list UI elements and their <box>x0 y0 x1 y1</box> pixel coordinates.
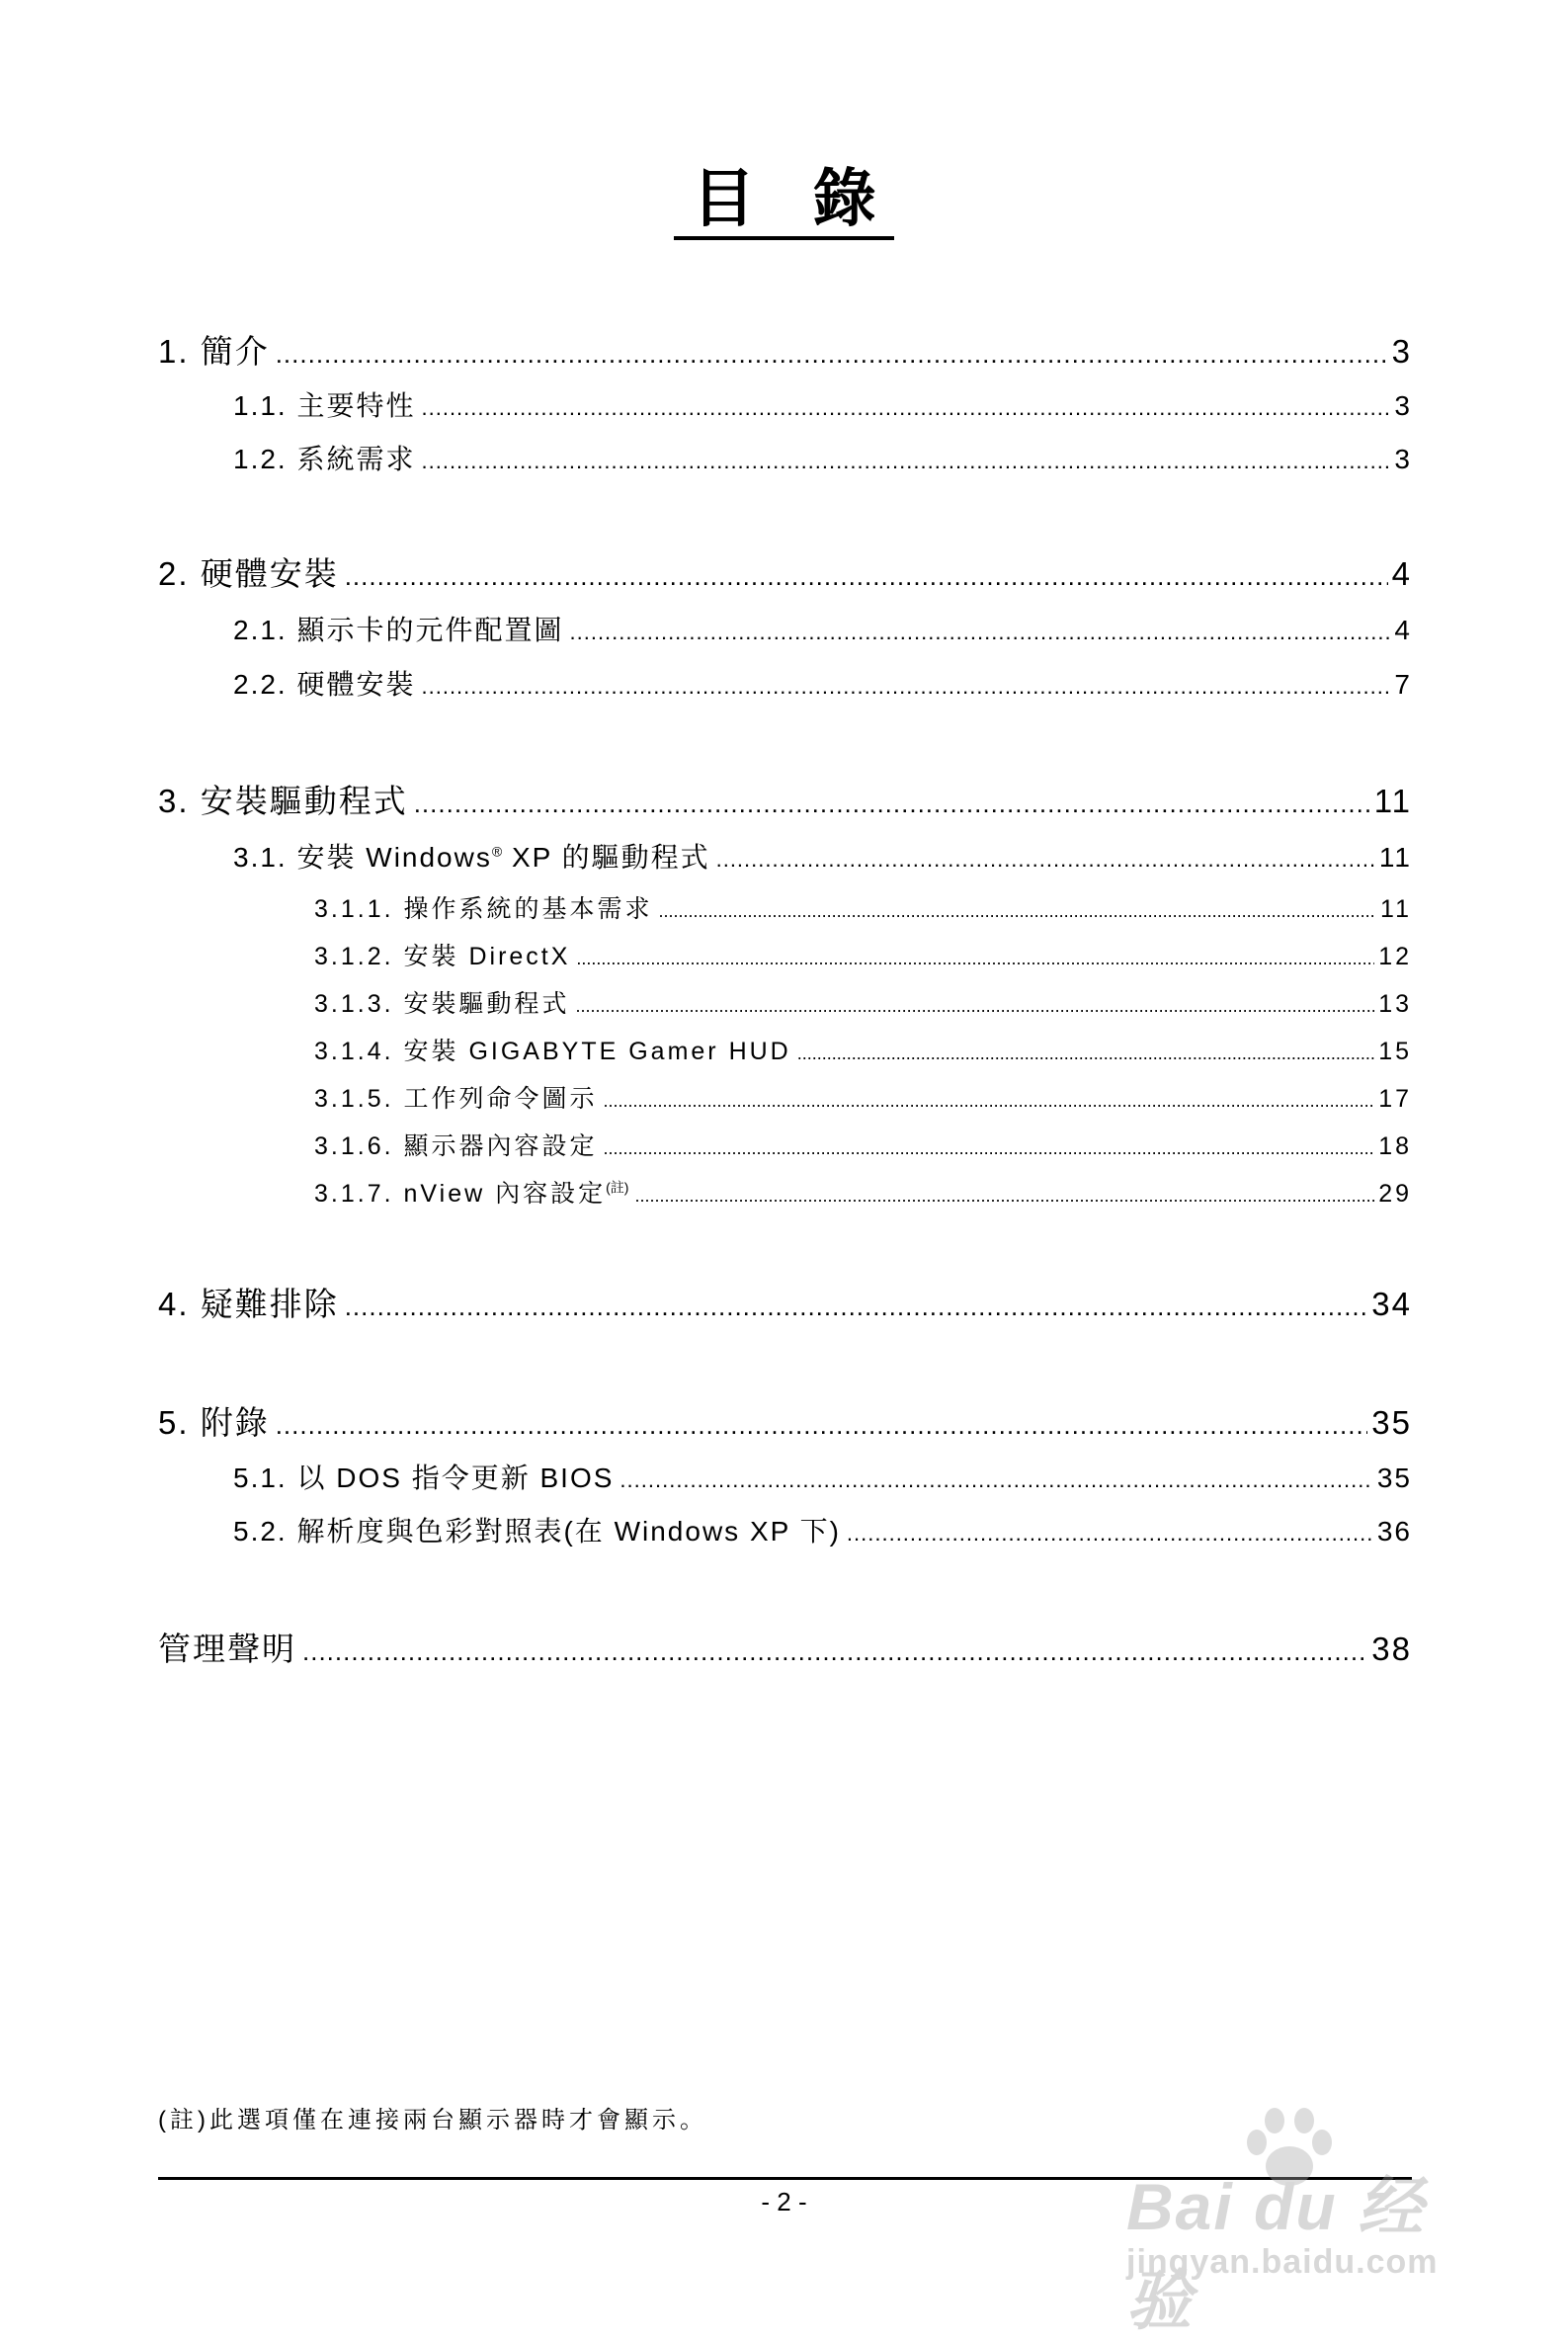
toc-entry-label: 工作列命令圖示 <box>403 1085 598 1113</box>
dot-leader <box>659 901 1377 922</box>
page-number: - 2 - <box>761 2187 807 2217</box>
toc-entry-page: 4 <box>1391 555 1412 592</box>
toc-entry-number: 5.1. <box>233 1463 288 1493</box>
toc-entry-number: 3.1.7. <box>314 1180 394 1208</box>
toc-entry-label: 硬體安裝 <box>200 555 339 592</box>
dot-leader <box>716 847 1375 873</box>
toc-entry-label: 以 DOS 指令更新 BIOS <box>296 1463 615 1493</box>
dot-leader <box>619 1467 1372 1493</box>
toc-entry-2-2[interactable] <box>233 663 1412 703</box>
toc-entry-number: 5. <box>158 1404 190 1441</box>
dot-leader <box>847 1521 1373 1547</box>
dot-leader <box>576 996 1375 1017</box>
dot-leader <box>422 449 1391 474</box>
baidu-jingyan-watermark <box>1126 2105 1482 2337</box>
toc-entry-number: 3.1.3. <box>314 990 394 1018</box>
toc-entry-3-1-5[interactable] <box>314 1079 1412 1115</box>
toc-entry-page: 3 <box>1394 390 1412 421</box>
toc-entry-4[interactable] <box>158 1279 1412 1325</box>
dot-leader <box>422 674 1391 700</box>
toc-entry-number: 2. <box>158 555 190 592</box>
toc-entry-3-1-3[interactable] <box>314 984 1412 1020</box>
toc-entry-label: 安裝驅動程式 <box>403 990 570 1018</box>
toc-entry-3-1-6[interactable] <box>314 1127 1412 1162</box>
toc-entry-number: 2.2. <box>233 669 288 700</box>
toc-entry-3-1-1[interactable] <box>314 889 1412 925</box>
toc-entry-page: 3 <box>1394 444 1412 474</box>
toc-entry-label: 顯示器內容設定 <box>403 1132 598 1160</box>
toc-entry-page: 12 <box>1378 943 1412 970</box>
toc-entry-page: 34 <box>1371 1286 1412 1322</box>
footnote: (註)此選項僅在連接兩台顯示器時才會顯示。 <box>158 2107 707 2133</box>
toc-entry-label: 附錄 <box>200 1404 270 1441</box>
toc-entry-number: 3. <box>158 783 190 819</box>
dot-leader <box>345 561 1388 592</box>
toc-entry-page: 18 <box>1378 1132 1412 1160</box>
toc-entry-label: 硬體安裝 <box>296 669 416 700</box>
toc-entry-5[interactable] <box>158 1397 1412 1444</box>
toc-entry-number: 1.1. <box>233 390 288 421</box>
toc-entry-3-1-7[interactable] <box>314 1174 1412 1210</box>
toc-entry-label: 安裝 GIGABYTE Gamer HUD <box>403 1038 791 1065</box>
dot-leader <box>634 1186 1374 1207</box>
toc-entry-page: 35 <box>1376 1463 1412 1493</box>
toc-entry-page: 29 <box>1378 1180 1412 1208</box>
toc-entry-label-pre: 安裝 Windows <box>296 842 492 873</box>
page-title-text: 目 錄 <box>674 165 893 240</box>
toc-entry-page: 15 <box>1378 1038 1412 1065</box>
toc-entry-page: 4 <box>1394 615 1412 645</box>
toc-entry-number: 5.2. <box>233 1516 288 1547</box>
dot-leader <box>576 949 1374 969</box>
dot-leader <box>276 1410 1368 1441</box>
registered-mark: ® <box>491 843 503 860</box>
toc-entry-number: 3.1.4. <box>314 1038 394 1065</box>
toc-entry-3-1-2[interactable] <box>314 937 1412 972</box>
toc-entry-label: 主要特性 <box>296 390 416 421</box>
toc-entry-regulatory[interactable] <box>158 1624 1412 1670</box>
toc-entry-label: 簡介 <box>200 333 270 370</box>
toc-entry-label: 顯示卡的元件配置圖 <box>296 615 564 645</box>
dot-leader <box>345 1292 1368 1322</box>
dot-leader <box>604 1091 1375 1112</box>
dot-leader <box>414 789 1370 819</box>
toc-entry-number: 1. <box>158 333 190 370</box>
footnote-marker: (註) <box>606 1179 629 1196</box>
dot-leader <box>570 620 1391 645</box>
toc-entry-label: 疑難排除 <box>200 1286 339 1322</box>
toc-entry-label-pre: nView 內容設定 <box>403 1180 607 1208</box>
toc-entry-page: 38 <box>1371 1631 1412 1667</box>
toc-entry-page: 13 <box>1378 990 1412 1018</box>
toc-entry-1-2[interactable] <box>233 438 1412 477</box>
toc-entry-label: 系統需求 <box>296 444 416 474</box>
watermark-url: jingyan.baidu.com <box>1126 2243 1439 2281</box>
toc-entry-2-1[interactable] <box>233 609 1412 648</box>
toc-entry-page: 17 <box>1378 1085 1412 1113</box>
toc-entry-page: 7 <box>1394 669 1412 700</box>
watermark-logo-text: Bai du 经验 <box>1126 2170 1426 2337</box>
dot-leader <box>302 1636 1367 1667</box>
toc-entry-5-1[interactable] <box>233 1457 1412 1496</box>
toc-entry-label: 管理聲明 <box>158 1631 296 1667</box>
toc-entry-3-1[interactable] <box>233 836 1412 876</box>
toc-entry-number: 3.1.2. <box>314 943 394 970</box>
toc-entry-label: 安裝 DirectX <box>403 943 571 970</box>
toc-entry-2[interactable] <box>158 548 1412 595</box>
toc-entry-1[interactable] <box>158 326 1412 373</box>
dot-leader <box>276 339 1388 370</box>
toc-entry-page: 11 <box>1378 842 1412 873</box>
toc-entry-number: 1.2. <box>233 444 288 474</box>
dot-leader <box>797 1044 1374 1064</box>
toc-entry-page: 36 <box>1376 1516 1412 1547</box>
dot-leader <box>604 1138 1375 1159</box>
toc-entry-number: 3.1.6. <box>314 1132 394 1160</box>
toc-entry-label: 解析度與色彩對照表(在 Windows XP 下) <box>296 1516 841 1547</box>
toc-entry-5-2[interactable] <box>233 1510 1412 1549</box>
toc-entry-page: 35 <box>1371 1404 1412 1441</box>
toc-entry-label-post: XP 的驅動程式 <box>502 842 710 873</box>
toc-entry-number: 3.1. <box>233 842 288 873</box>
toc-entry-1-1[interactable] <box>233 384 1412 424</box>
toc-entry-label: 安裝驅動程式 <box>200 783 408 819</box>
toc-entry-label: 操作系統的基本需求 <box>403 895 653 923</box>
toc-entry-number: 3.1.5. <box>314 1085 394 1113</box>
toc-entry-page: 3 <box>1391 333 1412 370</box>
toc-entry-page: 11 <box>1373 783 1412 819</box>
dot-leader <box>422 395 1391 421</box>
toc-entry-3[interactable] <box>158 776 1412 822</box>
toc-entry-number: 2.1. <box>233 615 288 645</box>
toc-entry-number: 3.1.1. <box>314 895 394 923</box>
toc-entry-page: 11 <box>1380 895 1412 923</box>
toc-entry-number: 4. <box>158 1286 190 1322</box>
toc-entry-3-1-4[interactable] <box>314 1032 1412 1067</box>
